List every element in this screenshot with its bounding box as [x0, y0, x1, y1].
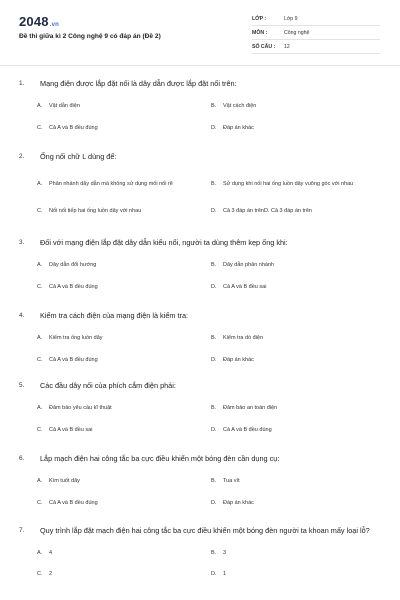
answer-option-b[interactable]: B. Kiểm tra dò điện	[211, 335, 264, 341]
answer-options	[37, 95, 385, 139]
answer-option-c[interactable]: C. Nối nối tiếp hai ống luồn dây với nhau	[37, 208, 142, 214]
question-number: 4.	[19, 312, 25, 319]
logo-suffix: .vn	[49, 22, 60, 28]
question-text: Lắp mạch điện hai công tắc ba cực điều khiển một bóng đèn cần dụng cụ:	[40, 454, 280, 463]
answer-option-c[interactable]: C. Cả A và B đều đúng	[37, 125, 98, 131]
question-6	[19, 453, 385, 514]
answer-option-a[interactable]: A. Dây dẫn đổi hướng	[37, 262, 97, 268]
question-number: 5.	[19, 382, 25, 389]
question-text: Mạng điện được lắp đặt nối là dây dẫn được lắp đặt nối trên:	[40, 79, 237, 88]
meta-row-count	[252, 40, 380, 54]
meta-label: LỚP :	[252, 15, 267, 22]
question-1	[19, 78, 385, 139]
question-number: 7.	[19, 527, 25, 534]
answer-option-d[interactable]: D. Cả A và B đều đúng	[211, 427, 272, 433]
answer-option-d[interactable]: D. Đáp án khác	[211, 357, 254, 363]
answer-option-a[interactable]: A. Phân nhánh dây dẫn mà không sử dụng mối nối rẽ	[37, 181, 173, 187]
answer-option-b[interactable]: B. Tua vít	[211, 478, 240, 484]
answer-option-a[interactable]: A. Vật dẫn điện	[37, 103, 80, 109]
question-7	[19, 525, 385, 584]
answer-option-c[interactable]: C. Cả A và B đều đúng	[37, 357, 98, 363]
meta-value: 12	[284, 43, 290, 50]
answer-option-a[interactable]: A. 4	[37, 550, 53, 556]
question-number: 1.	[19, 80, 25, 87]
answer-option-c[interactable]: C. Cả A và B đều đúng	[37, 500, 98, 506]
site-logo[interactable]	[19, 14, 59, 29]
answer-options	[37, 254, 385, 298]
answer-option-b[interactable]: B. Dây dẫn phân nhánh	[211, 262, 275, 268]
question-text: Ống nối chữ L dùng để:	[40, 152, 117, 161]
answer-option-a[interactable]: A. Kiểm tra ống luồn dây	[37, 335, 103, 341]
answer-option-b[interactable]: B. Vật cách điện	[211, 103, 257, 109]
answer-option-d[interactable]: D. Đáp án khác	[211, 125, 254, 131]
meta-row-subject	[252, 26, 380, 40]
meta-label: SỐ CÂU :	[252, 43, 276, 50]
answer-options	[37, 542, 385, 584]
meta-row-class	[252, 12, 380, 26]
answer-option-b[interactable]: B. Đảm bảo an toàn điện	[211, 405, 278, 411]
answer-options	[37, 397, 385, 441]
question-4	[19, 310, 385, 371]
answer-option-a[interactable]: A. Đảm bảo yêu cầu kĩ thuật	[37, 405, 112, 411]
answer-option-d[interactable]: D. Cả 3 đáp án trênD. Cả 3 đáp án trên	[211, 208, 312, 214]
answer-option-b[interactable]: B. Sử dụng khi nối hai ống luồn dây vuông góc với nhau	[211, 181, 354, 187]
answer-option-c[interactable]: C. Cả A và B đều đúng	[37, 284, 98, 290]
answer-options	[37, 327, 385, 371]
question-number: 2.	[19, 153, 25, 160]
answer-option-d[interactable]: D. Cả A và B đều sai	[211, 284, 267, 290]
answer-options	[37, 168, 385, 222]
question-text: Quy trình lắp đặt mạch điện hai công tắc ba cực điều khiển một bóng đèn người ta khoan mấy loại lỗ?	[40, 526, 370, 535]
question-number: 6.	[19, 455, 25, 462]
question-text: Đối với mạng điện lắp đặt dây dẫn kiểu nổi, người ta dùng thêm kẹp ống khi:	[40, 238, 288, 247]
meta-value: Lớp 9	[284, 15, 298, 22]
question-number: 3.	[19, 239, 25, 246]
meta-label: MÔN :	[252, 29, 268, 36]
answer-option-b[interactable]: B. 3	[211, 550, 227, 556]
exam-title: Đề thi giữa kì 2 Công nghệ 9 có đáp án (Đề 2)	[19, 33, 161, 40]
answer-option-d[interactable]: D. 1	[211, 571, 227, 577]
logo-text: 2048	[19, 14, 49, 29]
answer-options	[37, 470, 385, 514]
question-text: Các đầu dây nối của phích cắm điện phải:	[40, 381, 176, 390]
answer-option-d[interactable]: D. Đáp án khác	[211, 500, 254, 506]
exam-meta	[252, 12, 380, 54]
page-header	[0, 0, 400, 66]
question-2	[19, 151, 385, 222]
answer-option-a[interactable]: A. Kìm tuốt dây	[37, 478, 80, 484]
answer-option-c[interactable]: C. 2	[37, 571, 53, 577]
question-5	[19, 380, 385, 441]
question-3	[19, 237, 385, 298]
question-text: Kiểm tra cách điện của mạng điện là kiểm tra:	[40, 311, 189, 320]
header-divider	[0, 65, 400, 66]
meta-value: Công nghệ	[284, 29, 310, 36]
answer-option-c[interactable]: C. Cả A và B đều sai	[37, 427, 93, 433]
